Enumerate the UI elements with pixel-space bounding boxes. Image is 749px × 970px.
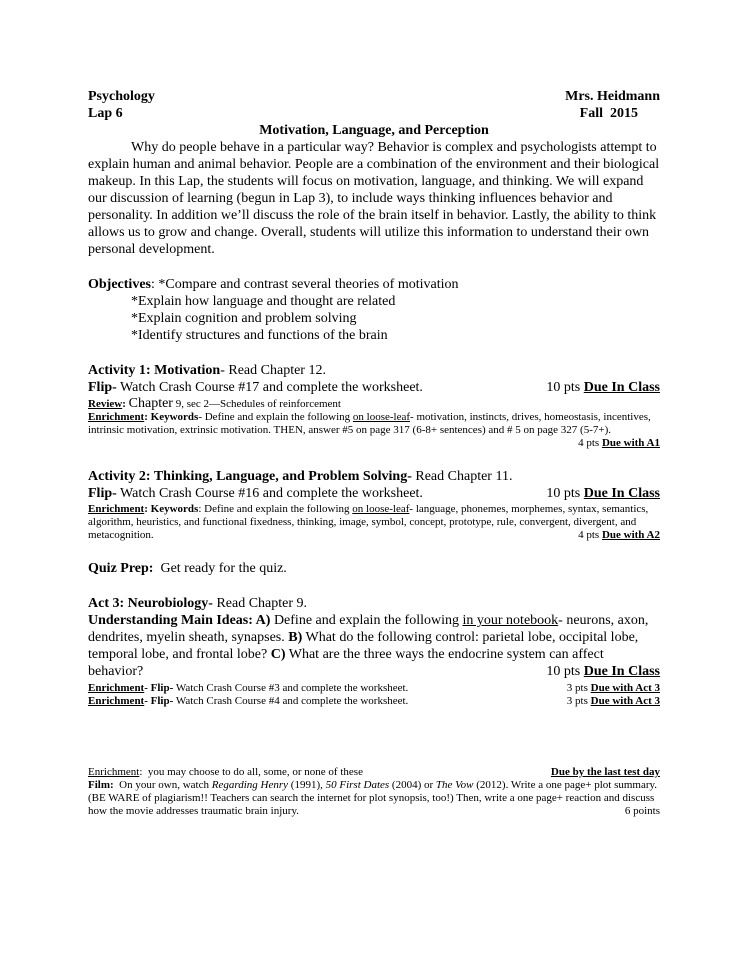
activity-1-review: Review: Chapter 9, sec 2—Schedules of reinforcement xyxy=(88,396,341,411)
final-enrichment-heading: Enrichment: you may choose to do all, some, or none of these Due by the last test day xyxy=(88,766,660,778)
due-label: Due In Class xyxy=(583,380,660,395)
points-label: 6 points xyxy=(624,805,660,817)
due-label: Due with A2 xyxy=(601,529,660,541)
activity-2-flip: Flip- Watch Crash Course #16 and complete the worksheet. 10 pts Due In Class xyxy=(88,486,660,501)
due-label: Due with Act 3 xyxy=(590,695,660,707)
activity-1-enrichment: Enrichment: Keywords- Define and explain the following on loose-leaf- motivation, instincts, drives, homeostasis, incentives, intrinsic motivation, extrinsic motivation. THEN, answer #5 on page 317 (6-8+ sentences) and # 5 on page 327 (5-7+). 4 pts Due with A1 xyxy=(88,411,660,449)
activity-3-main-ideas: Understanding Main Ideas: A) Define and explain the following in your notebook- neurons, axon, dendrites, myelin sheath, synapses. B) What do the following control: parietal lobe, occipital lobe, temporal lobe, and frontal lobe? C) What are the three ways the endocrine system can affect behavior? 10 pts Due In Class xyxy=(88,613,660,679)
objective-item: *Compare and contrast several theories of motivation xyxy=(158,277,459,292)
objectives: Objectives: *Compare and contrast several theories of motivation *Explain how language and thought are related *Explain cognition and problem solving *Identify structures and functions of the brain xyxy=(88,276,660,344)
activity-2-enrichment: Enrichment: Keywords: Define and explain the following on loose-leaf- language, phonemes, morphemes, syntax, semantics, algorithm, heuristics, and functional fixedness, thinking, image, symbol, concept, prototype, rule, convergent, divergent, and metacognition. 4 pts Due with A2 xyxy=(88,503,660,541)
lap-number: Lap 6 xyxy=(88,106,123,121)
objective-item: *Explain cognition and problem solving xyxy=(131,311,357,326)
term: Fall 2015 xyxy=(579,106,638,121)
activity-3-heading: Act 3: Neurobiology- Read Chapter 9. xyxy=(88,596,308,611)
due-label: Due by the last test day xyxy=(550,766,660,778)
document-page xyxy=(88,88,660,818)
intro-paragraph: Why do people behave in a particular way? Behavior is complex and psychologists attempt to explain human and animal behavior. People are a combination of the environment and their biological makeup. In this Lap, the students will focus on motivation, language, and thinking. We will expand our discussion of learning (begun in Lap 3), to include ways thinking influences behavior and personality. In addition we’ll discuss the role of the brain itself in behavior. Lastly, the ability to think allows us to grow and change. Overall, students will utilize this information to understand their own personal development. xyxy=(88,140,660,257)
header-row-1 xyxy=(88,88,660,105)
activity-3-enrichment: Enrichment- Flip- Watch Crash Course #3 and complete the worksheet. 3 pts Due with Act 3 xyxy=(88,682,660,694)
teacher-name: Mrs. Heidmann xyxy=(565,89,660,104)
due-label: Due with A1 xyxy=(601,437,660,449)
course-name: Psychology xyxy=(88,89,155,104)
objective-item: *Identify structures and functions of the brain xyxy=(131,328,388,343)
objective-item: *Explain how language and thought are related xyxy=(131,294,396,309)
header-row-2 xyxy=(88,105,660,122)
due-label: Due In Class xyxy=(583,664,660,679)
due-label: Due with Act 3 xyxy=(590,682,660,694)
due-label: Due In Class xyxy=(583,486,660,501)
activity-1-flip: Flip- Watch Crash Course #17 and complete the worksheet. 10 pts Due In Class xyxy=(88,380,660,395)
activity-1-heading: Activity 1: Motivation- Read Chapter 12. xyxy=(88,363,326,378)
page-title: Motivation, Language, and Perception xyxy=(259,123,489,138)
film-assignment: Film: On your own, watch Regarding Henry (1991), 50 First Dates (2004) or The Vow (2012). Write a one page+ plot summary. (BE WARE of plagiarism!! Teachers can search the internet for plot synopsis, too!) Then, write a one page+ reaction and discuss how the movie addresses traumatic brain injury. 6 points xyxy=(88,779,660,817)
quiz-prep: Quiz Prep: Get ready for the quiz. xyxy=(88,561,287,576)
activity-3-enrichment: Enrichment- Flip- Watch Crash Course #4 and complete the worksheet. 3 pts Due with Act 3 xyxy=(88,695,660,707)
activity-2-heading: Activity 2: Thinking, Language, and Problem Solving- Read Chapter 11. xyxy=(88,469,513,484)
objectives-label: Objectives xyxy=(88,277,151,292)
